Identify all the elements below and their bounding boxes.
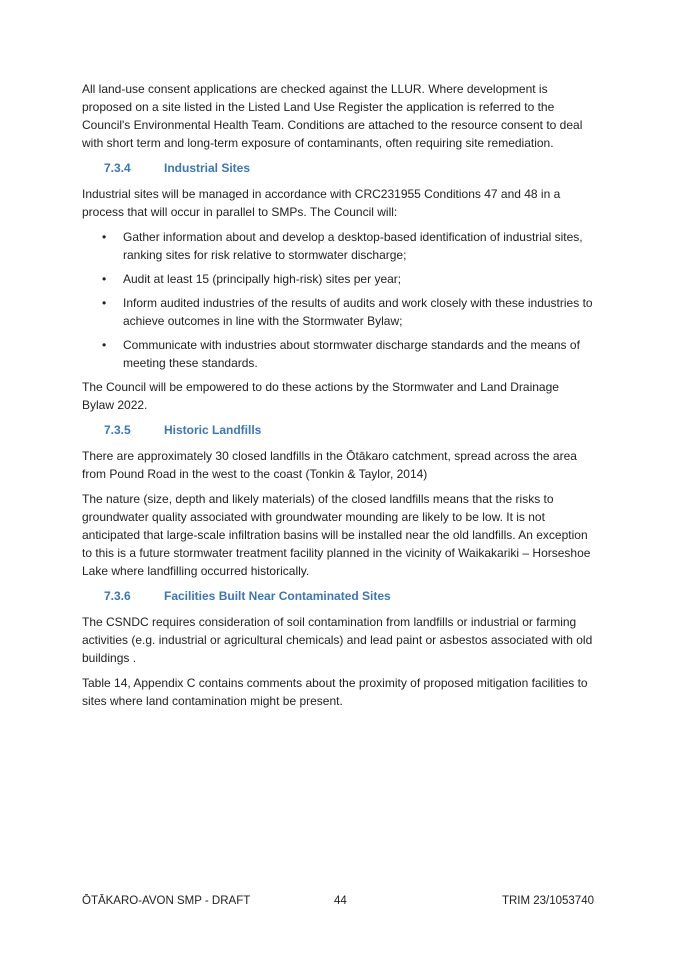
- bullet-icon: •: [102, 296, 107, 310]
- section-number: 7.3.4: [104, 161, 131, 175]
- list-item: [82, 336, 594, 372]
- footer-trim-reference: TRIM 23/1053740: [501, 895, 594, 907]
- bylaw-paragraph: The Council will be empowered to do these actions by the Stormwater and Land Drainage Bylaw 2022.: [82, 380, 559, 412]
- list-item: [82, 294, 594, 330]
- section-title: Industrial Sites: [164, 161, 251, 175]
- section-heading-7-3-6: [104, 587, 594, 605]
- list-item-text: Audit at least 15 (principally high-risk) sites per year;: [123, 272, 402, 286]
- section-title: Historic Landfills: [164, 423, 262, 437]
- footer-document-title: ŌTĀKARO-AVON SMP - DRAFT: [82, 895, 251, 907]
- list-item-text: Inform audited industries of the results of audits and work closely with these industries to achieve outcomes in line with the Stormwater Bylaw;: [123, 296, 593, 328]
- landfills-count-paragraph: There are approximately 30 closed landfills in the Ōtākaro catchment, spread across the area from Pound Road in the west to the coast (Tonkin & Taylor, 2014): [82, 449, 577, 481]
- table-reference-paragraph: Table 14, Appendix C contains comments about the proximity of proposed mitigation facilities to sites where land contamination might be present.: [82, 676, 588, 708]
- section-number: 7.3.6: [104, 589, 131, 603]
- landfills-risk-paragraph: The nature (size, depth and likely materials) of the closed landfills means that the risks to groundwater quality associated with groundwater mounding are likely to be low. It is not anticipated that large-scale infiltration basins will be installed near the old landfills. An exception to this is a future stormwater treatment facility planned in the vicinity of Waikakariki – Horseshoe Lake where landfilling occurred historically.: [82, 492, 591, 578]
- bullet-icon: •: [102, 338, 107, 352]
- list-item: [82, 270, 594, 288]
- contamination-paragraph: The CSNDC requires consideration of soil contamination from landfills or industrial or farming activities (e.g. industrial or agricultural chemicals) and lead paint or asbestos associated with old buildings .: [82, 615, 593, 665]
- list-item-text: Gather information about and develop a desktop-based identification of industrial sites, ranking sites for risk relative to stormwater discharge;: [123, 230, 583, 262]
- section-title: Facilities Built Near Contaminated Sites: [164, 589, 391, 603]
- list-item: [82, 228, 594, 264]
- list-item-text: Communicate with industries about stormwater discharge standards and the means of meeting these standards.: [123, 338, 580, 370]
- intro-paragraph: All land-use consent applications are checked against the LLUR. Where development is proposed on a site listed in the Listed Land Use Register the application is referred to the Council's Environmental Health Team. Conditions are attached to the resource consent to deal with short term and long-term exposure of contaminants, often requiring site remediation.: [82, 82, 583, 150]
- page-number: 44: [334, 895, 347, 907]
- section-heading-7-3-4: [104, 159, 594, 177]
- bullet-icon: •: [102, 230, 107, 244]
- page-body: [82, 80, 594, 717]
- bullet-icon: •: [102, 272, 107, 286]
- section-number: 7.3.5: [104, 423, 131, 437]
- section-heading-7-3-5: [104, 421, 594, 439]
- industrial-sites-paragraph: Industrial sites will be managed in accordance with CRC231955 Conditions 47 and 48 in a process that will occur in parallel to SMPs. The Council will:: [82, 187, 561, 219]
- council-actions-list: [82, 228, 594, 372]
